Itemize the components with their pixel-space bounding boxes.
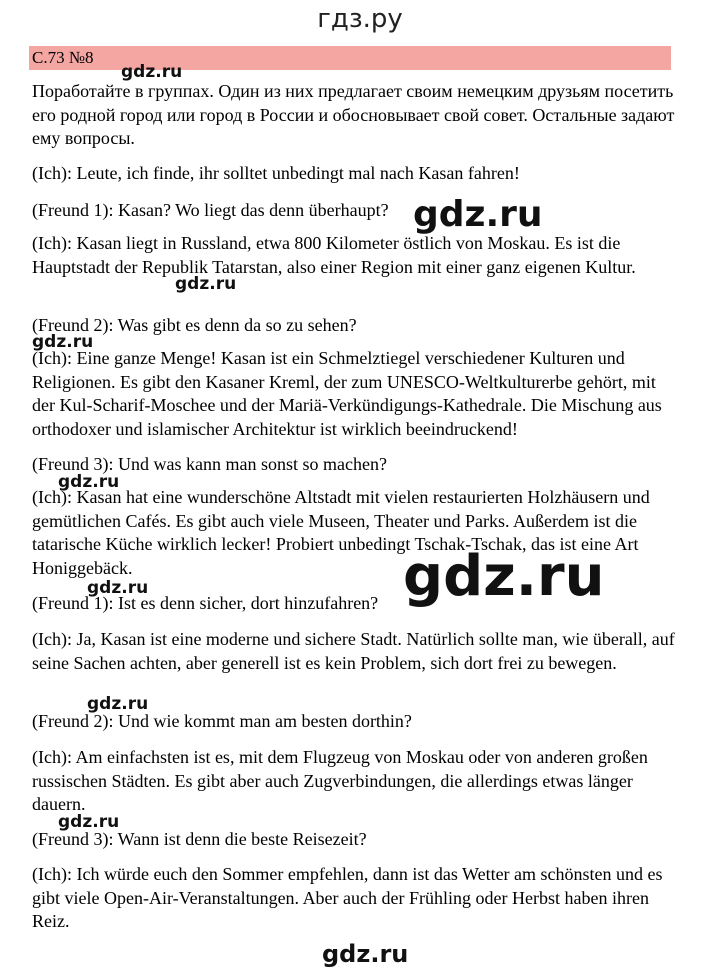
watermark-4: gdz.ru	[32, 332, 94, 352]
watermark-6: gdz.ru	[403, 544, 605, 609]
dialogue-line-1: (Ich): Leute, ich finde, ihr solltet unbedingt mal nach Kasan fahren!	[32, 163, 520, 183]
watermark-5: gdz.ru	[58, 472, 120, 492]
task-title: С.73 №8	[32, 48, 94, 67]
dialogue-line-6: (Freund 3): Und was kann man sonst so machen?	[32, 454, 387, 474]
watermark-7: gdz.ru	[87, 578, 149, 598]
watermark-9: gdz.ru	[58, 812, 120, 832]
dialogue-line-11: (Ich): Am einfachsten ist es, mit dem Flugzeug von Moskau oder von anderen großen russischen Städten. Es gibt aber auch Zugverbindungen, die allerdings etwas länger dauern.	[32, 747, 648, 814]
dialogue-line-7: (Ich): Kasan hat eine wunderschöne Altstadt mit vielen restaurierten Holzhäusern und gemütlichen Cafés. Es gibt auch viele Museen, Theater und Parks. Außerdem ist die tatarische Küche wirklich lecker! Probiert unbedingt Tschak-Tschak, das ist eine Art Honiggebäck.	[32, 487, 650, 578]
dialogue-line-5: (Ich): Eine ganze Menge! Kasan ist ein Schmelztiegel verschiedener Kulturen und Religionen. Es gibt den Kasaner Kreml, der zum UNESCO-Weltkulturerbe gehört, mit der Kul-Scharif-Moschee und der Mariä-Verkündigungs-Kathedrale. Die Mischung aus orthodoxer und islamischer Architektur ist wirklich beeindruckend!	[32, 348, 662, 439]
dialogue-line-3: (Ich): Kasan liegt in Russland, etwa 800 Kilometer östlich von Moskau. Es ist die Hauptstadt der Republik Tatarstan, also einer Region mit einer ganz eigenen Kultur.	[32, 233, 636, 277]
dialogue-line-10: (Freund 2): Und wie kommt man am besten dorthin?	[32, 711, 412, 731]
watermark-3: gdz.ru	[175, 274, 237, 294]
watermark-1: gdz.ru	[121, 62, 183, 82]
watermark-2: gdz.ru	[413, 194, 543, 235]
site-header: гдз.ру	[317, 4, 403, 34]
dialogue-line-13: (Ich): Ich würde euch den Sommer empfehlen, dann ist das Wetter am schönsten und es gibt viele Open-Air-Veranstaltungen. Aber auch der Frühling oder Herbst haben ihren Reiz.	[32, 864, 663, 931]
watermark-footer: gdz.ru	[322, 940, 409, 968]
dialogue-line-2: (Freund 1): Kasan? Wo liegt das denn überhaupt?	[32, 200, 389, 220]
task-instruction: Поработайте в группах. Один из них предлагает своим немецким друзьям посетить его родной город или город в России и обосновывает свой совет. Остальные задают ему вопросы.	[32, 81, 675, 148]
dialogue-line-4: (Freund 2): Was gibt es denn da so zu sehen?	[32, 315, 357, 335]
dialogue-line-12: (Freund 3): Wann ist denn die beste Reisezeit?	[32, 829, 367, 849]
dialogue-line-8: (Freund 1): Ist es denn sicher, dort hinzufahren?	[32, 593, 379, 613]
watermark-8: gdz.ru	[87, 694, 149, 714]
dialogue-line-9: (Ich): Ja, Kasan ist eine moderne und sichere Stadt. Natürlich sollte man, wie überall, auf seine Sachen achten, aber generell ist es kein Problem, sich dort frei zu bewegen.	[32, 629, 675, 673]
